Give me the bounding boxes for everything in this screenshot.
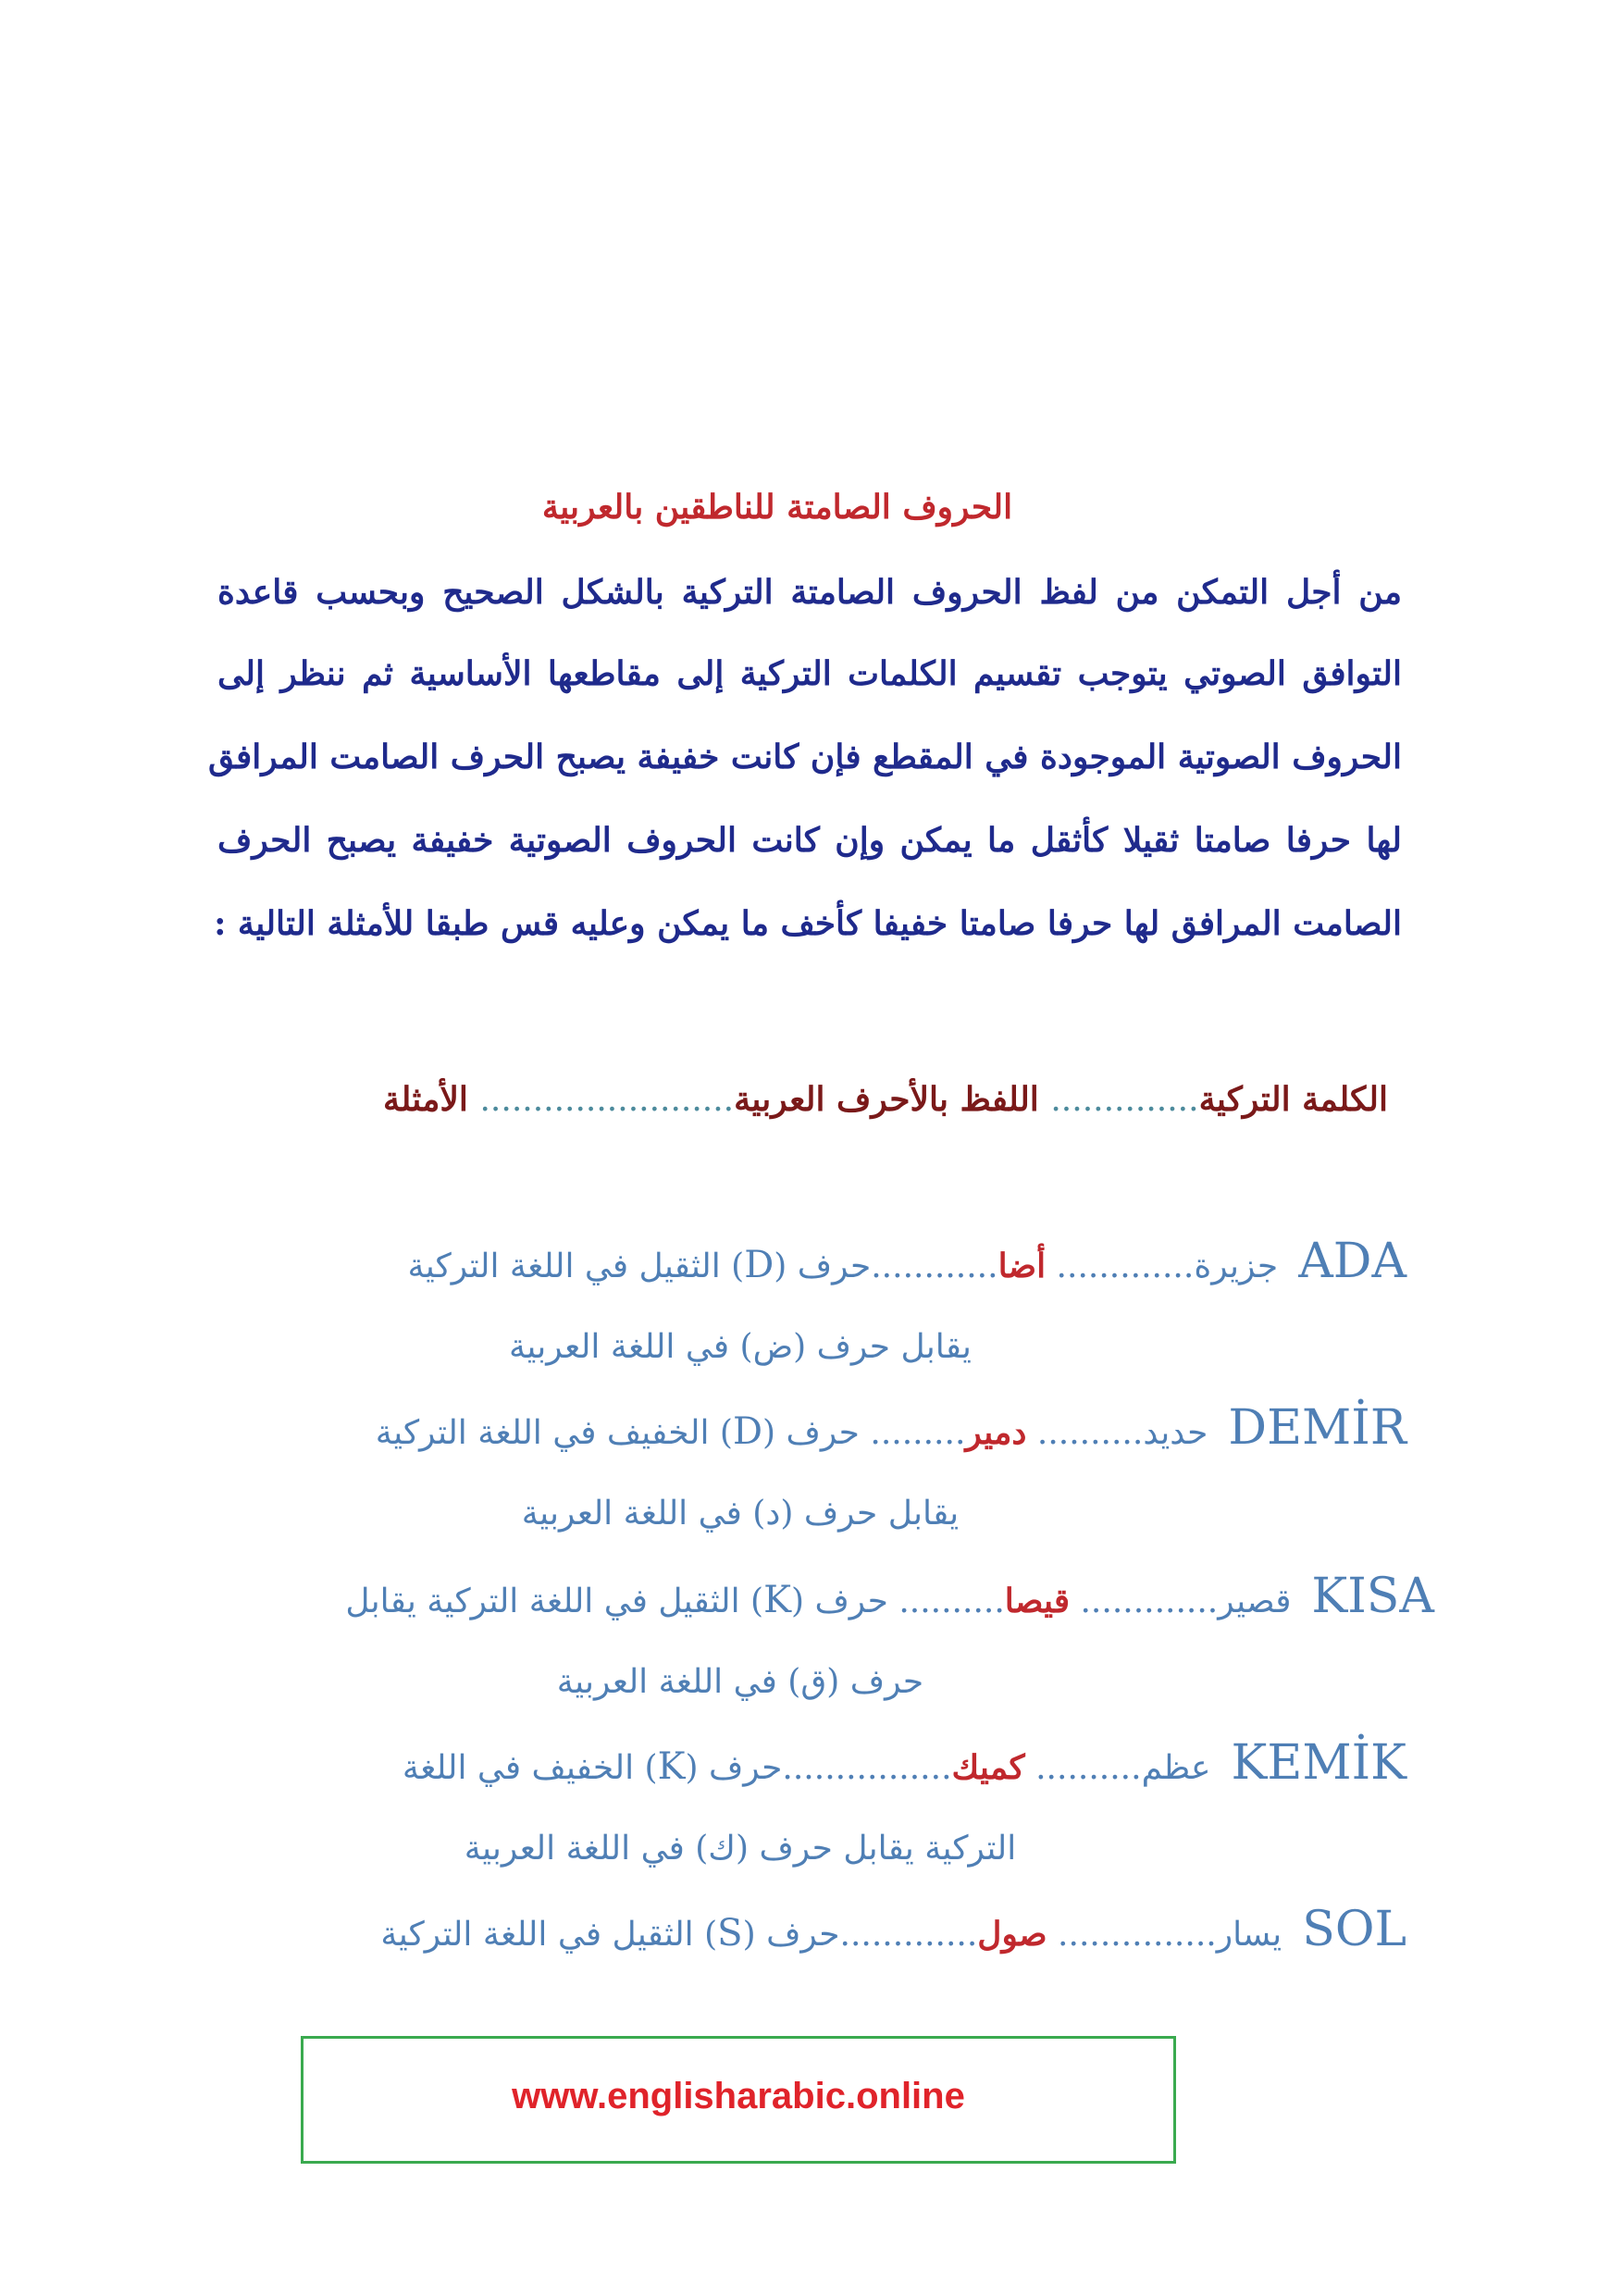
example-kisa-continuation: حرف (ق) في اللغة العربية <box>556 1663 924 1701</box>
explanation-start: حرف ( <box>762 1414 860 1452</box>
intro-line-4: لها حرفا صامتا ثقيلا كأثقل ما يمكن وإن كانت الحروف الصوتية خفيفة يصبح الحرف <box>217 821 1402 860</box>
word-meaning: عظم <box>1141 1749 1211 1787</box>
explanation-start: حرف ( <box>685 1749 783 1787</box>
example-sol <box>217 1904 1406 1961</box>
dots: ......... <box>859 1414 966 1452</box>
turkish-word: KEMİK <box>1231 1735 1406 1791</box>
arabic-pronunciation: صول <box>977 1915 1047 1954</box>
explanation-start: حرف ( <box>774 1247 872 1285</box>
example-kemik-continuation: التركية يقابل حرف (ك) في اللغة العربية <box>464 1830 1017 1868</box>
dots: ............. <box>1046 1247 1195 1285</box>
turkish-word: DEMİR <box>1228 1400 1406 1456</box>
word-meaning: قصير <box>1218 1582 1292 1620</box>
arabic-pronunciation: قيصا <box>1004 1582 1071 1620</box>
dots: ............... <box>1047 1916 1217 1954</box>
example-kisa <box>185 1570 1434 1628</box>
word-meaning: يسار <box>1216 1916 1282 1954</box>
turkish-letter: K <box>657 1745 686 1788</box>
header-dots-2: ........................ <box>479 1081 735 1119</box>
turkish-letter: S <box>717 1912 743 1955</box>
word-meaning: حديد <box>1143 1414 1208 1452</box>
website-footer-box <box>301 2036 1176 2164</box>
intro-line-5: الصامت المرافق لها حرفا صامتا خفيفا كأخف ما يمكن وعليه قس طبقا للأمثلة التالية : <box>214 904 1402 943</box>
header-arabic-pronunciation: اللفظ بالأحرف العربية <box>734 1080 1039 1119</box>
header-examples: الأمثلة <box>383 1080 468 1119</box>
explanation-end: ) الخفيف في اللغة <box>402 1749 658 1787</box>
turkish-letter: K <box>763 1579 791 1621</box>
explanation-end: ) الثقيل في اللغة التركية <box>407 1247 745 1285</box>
examples-header <box>241 1074 1388 1126</box>
example-demir-continuation: يقابل حرف (د) في اللغة العربية <box>521 1495 960 1533</box>
dots: ............. <box>839 1916 978 1954</box>
header-dots-1: .............. <box>1050 1081 1199 1119</box>
example-ada-continuation: يقابل حرف (ض) في اللغة العربية <box>509 1328 972 1366</box>
explanation-end: ) الثقيل في اللغة التركية يقابل <box>345 1582 764 1620</box>
turkish-letter: D <box>744 1244 774 1286</box>
example-kemik <box>217 1737 1406 1794</box>
word-meaning: جزيرة <box>1194 1247 1279 1285</box>
turkish-word: ADA <box>1298 1234 1406 1289</box>
website-link[interactable]: www.englisharabic.online <box>512 2076 965 2116</box>
explanation-start: حرف ( <box>790 1582 888 1620</box>
example-ada <box>217 1235 1406 1293</box>
turkish-word: SOL <box>1302 1902 1406 1957</box>
dots: ............. <box>1070 1582 1219 1620</box>
dots: ................ <box>782 1749 952 1787</box>
intro-line-1: من أجل التمكن من لفظ الحروف الصامتة التركية بالشكل الصحيح وبحسب قاعدة <box>217 573 1402 612</box>
turkish-letter: D <box>732 1410 763 1453</box>
dots: .......... <box>887 1582 1005 1620</box>
arabic-pronunciation: كميك <box>951 1748 1025 1787</box>
turkish-word: KISA <box>1311 1569 1434 1624</box>
arabic-pronunciation: أضا <box>997 1247 1047 1285</box>
example-demir <box>217 1402 1406 1459</box>
dots: ............ <box>871 1247 998 1285</box>
dots: .......... <box>1024 1749 1142 1787</box>
dots: .......... <box>1026 1414 1144 1452</box>
explanation-end: ) الخفيف في اللغة التركية <box>375 1414 733 1452</box>
explanation-end: ) الثقيل في اللغة التركية <box>380 1916 718 1954</box>
intro-line-3: الحروف الصوتية الموجودة في المقطع فإن كانت خفيفة يصبح الحرف الصامت المرافق <box>208 738 1402 776</box>
arabic-pronunciation: دمير <box>965 1413 1027 1452</box>
explanation-start: حرف ( <box>742 1916 840 1954</box>
intro-line-2: التوافق الصوتي يتوجب تقسيم الكلمات التركية إلى مقاطعها الأساسية ثم ننظر إلى <box>217 654 1402 693</box>
header-turkish-word: الكلمة التركية <box>1198 1080 1388 1119</box>
page-title: الحروف الصامتة للناطقين بالعربية <box>541 488 1013 527</box>
